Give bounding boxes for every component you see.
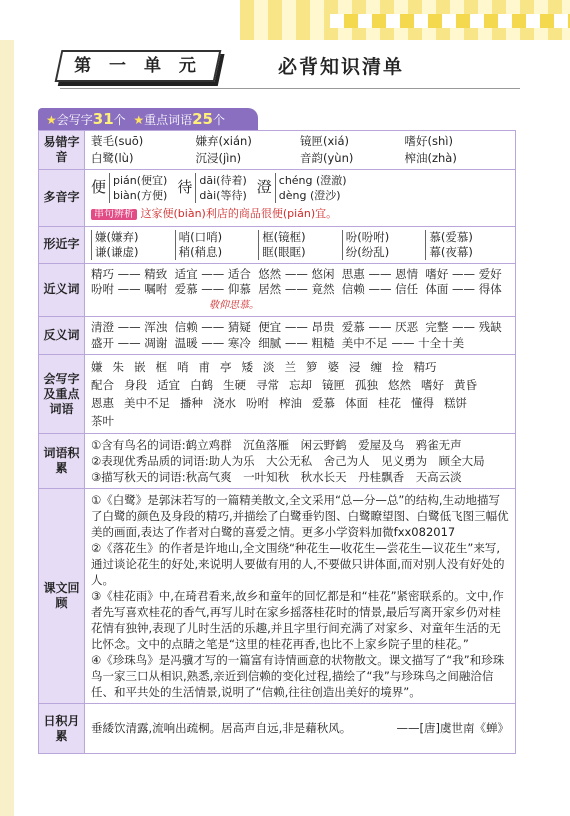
similar-group	[175, 230, 259, 260]
handwritten-note: 敬仰思慕。	[209, 299, 259, 311]
discr-tag: 串句辨析	[91, 209, 137, 220]
word: 爱慕	[312, 396, 335, 410]
vocab-count: 25	[192, 110, 213, 128]
similar-item: 纷(纷乱)	[345, 244, 390, 259]
list-item: 蓑毛(suō)	[91, 134, 144, 148]
row-antonym	[39, 317, 516, 355]
word-pair: 体面 —— 得体	[425, 282, 502, 296]
similar-item: 稍(稍息)	[178, 244, 223, 259]
word-pair: 悠然 —— 悠闲	[258, 266, 335, 281]
word: 黄昏	[454, 378, 477, 392]
page-title: 必背知识清单	[278, 56, 405, 78]
word-pair: 信赖 —— 猜疑	[174, 320, 251, 334]
word: 忘却	[289, 378, 312, 392]
section-label: 近义词	[39, 263, 85, 317]
section-label: 易错字音	[39, 131, 85, 170]
word-pair: 清澄 —— 浑浊	[91, 320, 168, 334]
vocab-unit: 个	[212, 113, 225, 127]
polyphone-char: 待	[177, 178, 193, 197]
write-count: 31	[92, 110, 114, 128]
word-pair: 美中不足 —— 十全十美	[341, 335, 465, 350]
write-unit: 个	[113, 113, 126, 127]
word-pair: 盛开 —— 凋谢	[91, 335, 168, 350]
word: 悠然	[388, 378, 411, 392]
list-item: 白鹭(lù)	[91, 150, 134, 165]
section-label: 日积月累	[39, 704, 85, 754]
unit-badge	[55, 50, 222, 82]
reading: dāi(待着)	[199, 174, 247, 187]
word: 矮	[241, 360, 253, 374]
list-item: 嫌弃(xián)	[195, 134, 252, 148]
word: 身段	[124, 378, 147, 392]
word: 茶叶	[91, 414, 114, 428]
similar-group	[425, 230, 509, 260]
review-paragraph: ①《白鹭》是郭沫若写的一篇精美散文,全文采用“总—分—总”的结构,生动地描写了白鹭的颜色及身段的精巧,并描绘了白鹭垂钓图、白鹭瞭望图、白鹭低飞图三幅优美的画面,表达了作者对白鹭的喜爱之情。更多小学资料加微fxx082017	[91, 493, 509, 539]
word: 恩惠	[91, 396, 114, 410]
list-item: 嗜好(shì)	[404, 134, 453, 148]
writing-row	[91, 376, 509, 394]
word: 吩咐	[246, 396, 269, 410]
similar-item: 哨(口哨)	[178, 229, 223, 244]
row-accumulation	[39, 434, 516, 489]
review-paragraph: ②《落花生》的作者是许地山,全文围绕“种花生—收花生—尝花生—议花生”来写,通过谈论花生的好处,来说明人要做有用的人,不要做只讲体面,而对别人没有好处的人。	[91, 541, 505, 587]
polyphone-groups	[91, 173, 509, 203]
poem-line	[91, 721, 509, 737]
word: 播种	[180, 396, 203, 410]
vocab-label: 重点词语	[144, 113, 193, 127]
knowledge-table	[38, 130, 516, 754]
sentence-discrimination	[91, 206, 509, 223]
word: 框	[155, 360, 167, 374]
page-spine	[0, 40, 14, 816]
word: 哨	[177, 360, 189, 374]
word-pair: 思惠 —— 恩情	[341, 266, 419, 281]
discr-text: 这家便(biàn)利店的商品很便(pián)宜。	[140, 207, 338, 220]
similar-group	[258, 230, 342, 260]
polyphone-char: 便	[91, 178, 107, 197]
poem-source: ——[唐]虞世南《蝉》	[396, 720, 509, 735]
write-label: 会写字	[56, 113, 93, 127]
similar-item: 嫌(嫌弃)	[95, 229, 139, 244]
word: 缠	[370, 360, 382, 374]
writing-row	[91, 394, 509, 412]
word: 嵌	[134, 360, 146, 374]
unit-label: 第 一 单 元	[74, 56, 202, 76]
section-label: 词语积累	[39, 434, 85, 489]
row-polyphone	[39, 170, 516, 227]
word-pair: 适宜 —— 适合	[174, 266, 251, 281]
writing-row	[91, 412, 509, 430]
star-icon: ★	[46, 113, 57, 127]
word: 浇水	[213, 396, 236, 410]
word: 适宜	[157, 378, 180, 392]
word-pair: 便宜 —— 昂贵	[258, 320, 335, 334]
word-pair: 嗜好 —— 爱好	[425, 266, 502, 281]
antonym-row	[91, 320, 509, 336]
word: 榨油	[279, 396, 302, 410]
polyphone-char: 澄	[256, 178, 272, 197]
word-pair: 细腻 —— 粗糙	[258, 335, 335, 350]
word-pair: 爱慕 —— 厌恶	[341, 320, 419, 334]
word: 糕饼	[444, 396, 467, 410]
word: 甫	[198, 360, 210, 374]
similar-group	[91, 230, 175, 260]
word-pair: 信赖 —— 信任	[341, 282, 419, 296]
word: 嫌	[91, 360, 103, 374]
list-item: 镜匣(xiá)	[300, 134, 350, 148]
word-pair: 完整 —— 残缺	[425, 320, 502, 334]
word-pair: 吩咐 —— 嘱咐	[91, 282, 168, 296]
word: 寻常	[256, 378, 279, 392]
word: 兰	[284, 360, 296, 374]
list-item: 沉浸(jìn)	[195, 150, 242, 165]
word: 镜匣	[322, 378, 345, 392]
word: 美中不足	[124, 396, 170, 410]
similar-item: 幕(夜幕)	[429, 244, 473, 259]
reading: pián(便宜)	[113, 174, 168, 187]
word: 桂花	[378, 396, 401, 410]
word-pair: 精巧 —— 精致	[91, 266, 168, 281]
section-label: 会写字及重点词语	[39, 355, 85, 434]
word: 白鹤	[190, 378, 213, 392]
word: 箩	[306, 360, 318, 374]
word: 嗜好	[421, 378, 444, 392]
accum-line: ②表现优秀品质的词语:助人为乐 大公无私 舍己为人 见义勇为 顾全大局	[91, 454, 485, 468]
word: 朱	[112, 360, 124, 374]
accum-line: ③描写秋天的词语:秋高气爽 一叶知秋 秋水长天 丹桂飘香 天高云淡	[91, 470, 462, 484]
word-pair: 居然 —— 竟然	[258, 282, 335, 296]
reading: dèng (澄沙)	[278, 189, 341, 202]
row-synonym	[39, 263, 516, 317]
word: 亭	[220, 360, 232, 374]
word: 精巧	[413, 360, 437, 374]
top-decoration-checker	[330, 14, 570, 28]
similar-item: 框(镜框)	[262, 229, 306, 244]
word: 体面	[345, 396, 368, 410]
word-pair: 温暖 —— 寒冷	[174, 335, 251, 350]
page-header	[58, 48, 520, 84]
similar-item: 吩(吩咐)	[345, 229, 390, 244]
reading: chéng (澄澈)	[278, 174, 347, 187]
polyphone-group	[91, 173, 167, 203]
accum-line: ①含有鸟名的词语:鹤立鸡群 沉鱼落雁 闲云野鹤 爱屋及乌 鸦雀无声	[91, 438, 462, 452]
list-item: 榨油(zhà)	[404, 150, 457, 165]
row-writing	[39, 355, 516, 434]
section-label: 反义词	[39, 317, 85, 355]
word: 淡	[263, 360, 275, 374]
word: 捡	[392, 360, 404, 374]
review-paragraph: ③《桂花雨》中,在琦君看来,故乡和童年的回忆都是和“桂花”紧密联系的。文中,作者先写喜欢桂花的香气,再写儿时在家乡摇落桂花时的情景,最后写离开家乡仍对桂花情有独钟,表现了儿时生活的乐趣,并且字里行间充满了对家乡、对童年生活的无比怀念。文中的点睛之笔是“这里的桂花再香,也比不上家乡院子里的桂花。”	[91, 589, 504, 651]
reading: dài(等待)	[199, 189, 247, 202]
similar-item: 慕(爱慕)	[429, 229, 473, 244]
row-review	[39, 489, 516, 704]
row-similar	[39, 226, 516, 263]
poem-text: 垂緌饮清露,流响出疏桐。居高声自远,非是藉秋风。	[91, 720, 352, 735]
polyphone-group	[177, 173, 246, 203]
word: 懂得	[411, 396, 434, 410]
word: 孤独	[355, 378, 378, 392]
similar-item: 谦(谦虚)	[95, 244, 139, 259]
synonym-row	[91, 267, 509, 283]
error-prone-grid	[91, 134, 509, 166]
word: 浸	[349, 360, 361, 374]
row-poem	[39, 704, 516, 754]
synonym-row	[91, 282, 509, 298]
reading: biàn(方便)	[113, 189, 168, 202]
similar-item: 眶(眼眶)	[262, 244, 306, 259]
section-label: 形近字	[39, 226, 85, 263]
row-error-prone	[39, 131, 516, 170]
antonym-row	[91, 336, 509, 352]
word-pair: 爱慕 —— 仰慕	[174, 282, 251, 296]
section-label: 课文回顾	[39, 489, 85, 704]
word: 配合	[91, 378, 114, 392]
writing-row	[91, 358, 509, 376]
header-rule	[60, 88, 520, 89]
count-tab	[38, 108, 258, 130]
review-paragraph: ④《珍珠鸟》是冯骥才写的一篇富有诗情画意的状物散文。课文描写了“我”和珍珠鸟一家三口从相识,熟悉,亲近到信赖的变化过程,描绘了“我”与珍珠鸟之间融洽信任、和平共处的生活情景,说明了“信赖,往往创造出美好的境界”。	[91, 653, 505, 699]
similar-group	[342, 230, 426, 260]
section-label: 多音字	[39, 170, 85, 227]
polyphone-group	[257, 173, 347, 203]
word: 生硬	[223, 378, 246, 392]
list-item: 音韵(yùn)	[300, 150, 354, 165]
similar-grid	[91, 230, 509, 260]
word: 婆	[327, 360, 339, 374]
star-icon: ★	[133, 113, 145, 127]
